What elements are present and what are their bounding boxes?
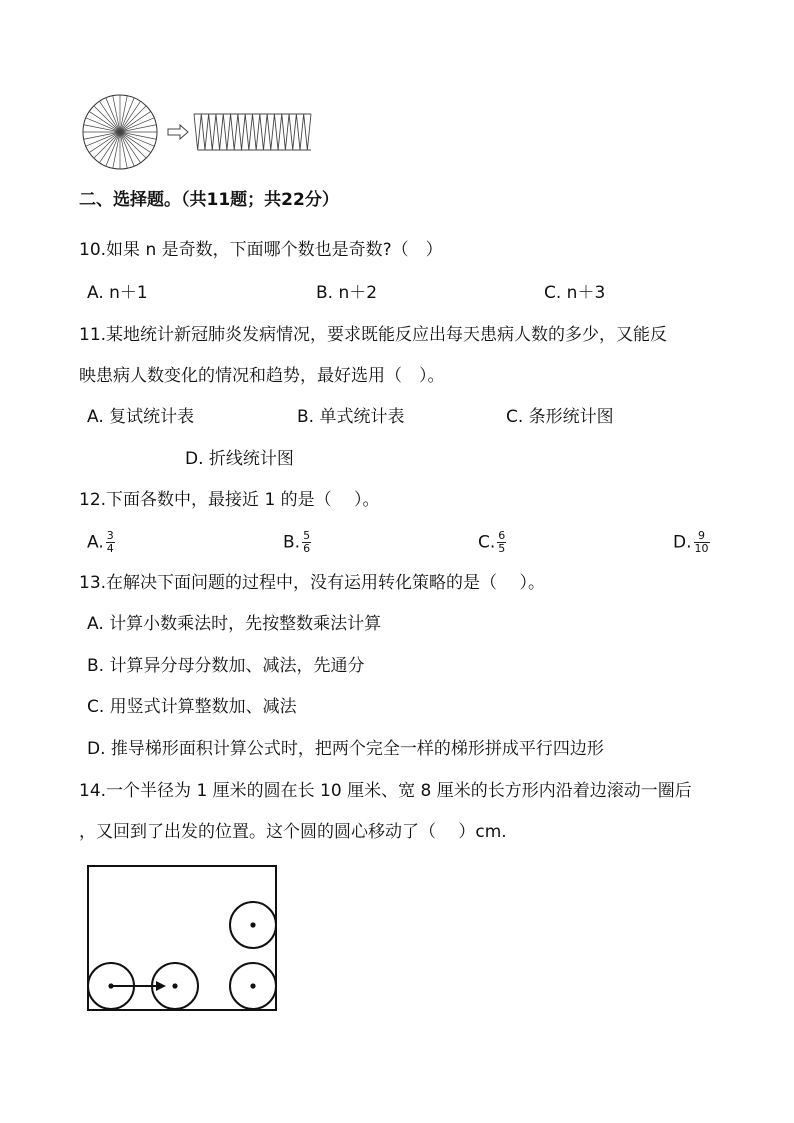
numerator: 3 — [106, 529, 114, 542]
circle-center-dot — [172, 983, 177, 988]
question-13-option-c[interactable]: C. 用竖式计算整数加、减法 — [87, 697, 297, 717]
arrow-head-icon — [156, 981, 166, 991]
circle-transform-figure — [82, 92, 322, 172]
rectangle-outline — [88, 866, 276, 1010]
question-11-option-a[interactable]: A. 复试统计表 — [87, 407, 195, 427]
question-11-stem-line1: 11.某地统计新冠肺炎发病情况，要求既能反应出每天患病人数的多少，又能反 — [79, 325, 668, 345]
option-label: C. — [478, 532, 496, 553]
sector-line — [94, 106, 120, 132]
denominator: 10 — [694, 542, 709, 555]
option-label: A. — [87, 532, 104, 553]
circle-center-dot — [250, 983, 255, 988]
question-13-stem: 13.在解决下面问题的过程中，没有运用转化策略的是（ ）。 — [79, 573, 545, 593]
rolling-circle-diagram — [86, 864, 280, 1014]
question-12-option-d[interactable] — [673, 530, 710, 555]
fraction — [302, 530, 311, 555]
circle-sectors-diagram — [82, 92, 322, 172]
question-11-option-c[interactable]: C. 条形统计图 — [506, 407, 614, 427]
question-11-option-b[interactable]: B. 单式统计表 — [297, 407, 405, 427]
fraction — [106, 530, 115, 555]
question-12-option-c[interactable] — [478, 530, 506, 555]
hollow-arrow-icon — [168, 125, 188, 139]
circle-center-dot — [108, 983, 113, 988]
question-11-stem-line2: 映患病人数变化的情况和趋势，最好选用（ ）。 — [79, 366, 445, 386]
numerator: 6 — [498, 529, 506, 542]
denominator: 4 — [106, 542, 114, 555]
numerator: 5 — [303, 529, 311, 542]
question-13-option-b[interactable]: B. 计算异分母分数加、减法，先通分 — [87, 656, 365, 676]
question-12-option-a[interactable] — [87, 530, 115, 555]
question-10-option-c[interactable]: C. n＋3 — [544, 283, 606, 303]
question-12-option-b[interactable] — [283, 530, 311, 555]
question-12-stem: 12.下面各数中，最接近 1 的是（ ）。 — [79, 490, 380, 510]
question-14-stem-line2: ，又回到了出发的位置。这个圆的圆心移动了（ ）cm. — [79, 822, 507, 842]
sector-line — [120, 106, 146, 132]
fraction — [497, 530, 506, 555]
numerator: 9 — [694, 530, 710, 543]
option-label: D. — [673, 532, 692, 553]
rectangle-circles-figure — [86, 864, 280, 1014]
denominator: 6 — [303, 542, 311, 555]
sector-line — [120, 132, 146, 158]
section-title: 二、选择题。（共11题；共22分） — [79, 190, 339, 210]
circle-center-dot — [250, 922, 255, 927]
question-10-stem: 10.如果 n 是奇数，下面哪个数也是奇数?（ ） — [79, 240, 443, 260]
question-13-option-a[interactable]: A. 计算小数乘法时，先按整数乘法计算 — [87, 614, 382, 634]
question-10-option-b[interactable]: B. n＋2 — [316, 283, 378, 303]
sector-strip-zigzag — [194, 114, 311, 150]
fraction — [694, 530, 710, 555]
denominator: 5 — [498, 542, 506, 555]
question-10-option-a[interactable]: A. n＋1 — [87, 283, 148, 303]
sector-line — [94, 132, 120, 158]
question-13-option-d[interactable]: D. 推导梯形面积计算公式时，把两个完全一样的梯形拼成平行四边形 — [87, 739, 604, 759]
question-11-option-d[interactable]: D. 折线统计图 — [185, 449, 294, 469]
option-label: B. — [283, 532, 301, 553]
question-14-stem-line1: 14.一个半径为 1 厘米的圆在长 10 厘米、宽 8 厘米的长方形内沿着边滚动一圈后 — [79, 781, 692, 801]
